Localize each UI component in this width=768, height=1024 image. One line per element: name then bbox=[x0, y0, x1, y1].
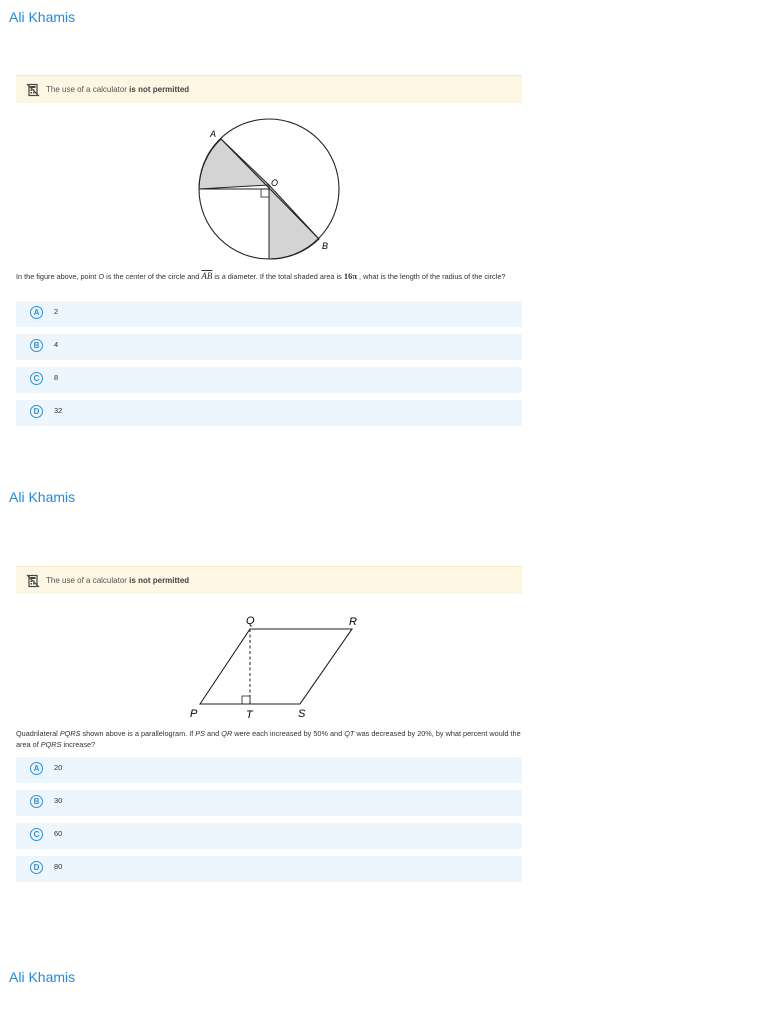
choice-value: 8 bbox=[54, 373, 59, 382]
answer-choice-b[interactable] bbox=[16, 790, 522, 816]
choice-letter-badge: B bbox=[30, 339, 43, 352]
answer-choice-d[interactable] bbox=[16, 400, 522, 426]
choice-value: 4 bbox=[54, 340, 59, 349]
answer-choice-b[interactable] bbox=[16, 334, 522, 360]
label-t: T bbox=[246, 709, 253, 721]
answer-choice-c[interactable] bbox=[16, 823, 522, 849]
calculator-notice bbox=[16, 75, 522, 103]
parallelogram-pqrs bbox=[200, 629, 352, 704]
choice-value: 30 bbox=[54, 796, 63, 805]
notice-text: The use of a calculator is not permitted bbox=[46, 576, 190, 585]
author-link[interactable]: Ali Khamis bbox=[9, 489, 76, 505]
answer-choice-c[interactable] bbox=[16, 367, 522, 393]
label-b: B bbox=[322, 241, 329, 251]
circle-figure bbox=[190, 115, 350, 265]
choice-value: 2 bbox=[54, 307, 59, 316]
right-angle-mark bbox=[242, 696, 250, 704]
choice-letter-badge: C bbox=[30, 828, 43, 841]
choice-letter-badge: A bbox=[30, 306, 43, 319]
choice-value: 60 bbox=[54, 829, 63, 838]
choice-letter-badge: A bbox=[30, 762, 43, 775]
author-link[interactable]: Ali Khamis bbox=[9, 9, 76, 25]
label-q: Q bbox=[246, 615, 255, 627]
calculator-notice bbox=[16, 566, 522, 594]
question-text: Quadrilateral PQRS shown above is a parallelogram. If PS and QR were each increased by 50% and QT was decreased by 20%, by what percent would the area of PQRS increase? bbox=[16, 729, 521, 749]
notice-text: The use of a calculator is not permitted bbox=[46, 85, 190, 94]
label-s: S bbox=[298, 708, 306, 720]
author-link[interactable]: Ali Khamis bbox=[9, 969, 76, 985]
parallelogram-figure bbox=[185, 612, 375, 724]
label-o: O bbox=[271, 178, 279, 188]
right-angle-mark bbox=[261, 189, 269, 197]
choice-value: 32 bbox=[54, 406, 63, 415]
answer-choice-a[interactable] bbox=[16, 757, 522, 783]
label-r: R bbox=[349, 616, 357, 628]
no-calculator-icon bbox=[26, 574, 40, 588]
choice-letter-badge: D bbox=[30, 405, 43, 418]
question-text: In the figure above, point O is the center of the circle and $\overline{AB}$ is a diameter. If the total shaded area is 16π , what is the length of the radius of the circle? bbox=[16, 271, 506, 281]
choice-letter-badge: C bbox=[30, 372, 43, 385]
label-a: A bbox=[210, 129, 217, 139]
choice-value: 20 bbox=[54, 763, 63, 772]
choice-letter-badge: D bbox=[30, 861, 43, 874]
answer-choice-a[interactable] bbox=[16, 301, 522, 327]
choice-letter-badge: B bbox=[30, 795, 43, 808]
label-p: P bbox=[190, 708, 198, 720]
no-calculator-icon bbox=[26, 83, 40, 97]
answer-choice-d[interactable] bbox=[16, 856, 522, 882]
shaded-sector-upper bbox=[199, 139, 269, 189]
choice-value: 80 bbox=[54, 862, 63, 871]
